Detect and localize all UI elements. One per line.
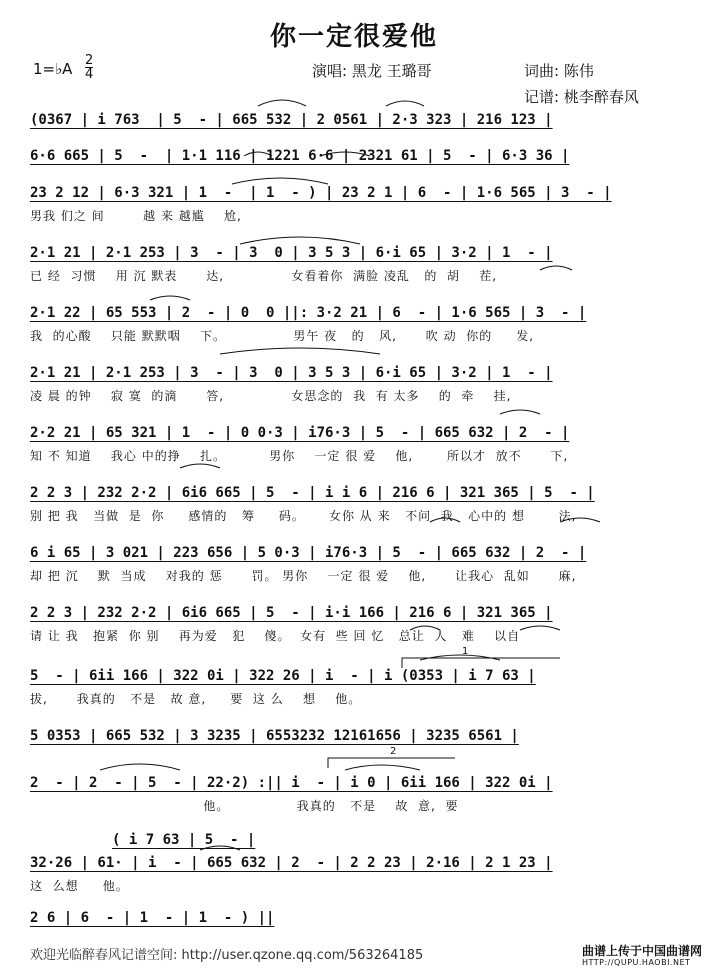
slur xyxy=(520,626,560,630)
upload-site: HTTP://QUPU.HAOBI.NET xyxy=(582,958,691,967)
notation-line: 5 - | 6ii 166 | 322 0i | 322 26 | i - | i (0353 | i 7 63 | xyxy=(30,668,536,684)
slur xyxy=(540,266,572,270)
volta-2-label: 2 xyxy=(390,746,397,757)
composer-credit: 词曲: 陈伟 xyxy=(524,62,594,80)
volta-2-bracket xyxy=(328,758,455,768)
slur xyxy=(232,178,328,184)
notation-line: 2 2 3 | 232 2·2 | 6i6 665 | 5 - | i·i 166 | 216 6 | 321 365 | xyxy=(30,605,553,621)
slur xyxy=(410,626,440,630)
lyric-line: 却 把 沉 默 当成 对我的 惩 罚。 男你 一定 很 爱 他, 让我心 乱如 麻, xyxy=(30,569,577,583)
notation-line: 5 0353 | 665 532 | 3 3235 | 6553232 12161656 | 3235 6561 | xyxy=(30,728,519,744)
notation-line: 6 i 65 | 3 021 | 223 656 | 5 0·3 | i76·3 | 5 - | 665 632 | 2 - | xyxy=(30,545,587,561)
slur xyxy=(100,764,180,770)
notation-line: 23 2 12 | 6·3 321 | 1 - | 1 - ) | 23 2 1 | 6 - | 1·6 565 | 3 - | xyxy=(30,185,612,201)
notation-line: (0367 | i 763 | 5 - | 665 532 | 2 0561 | 2·3 323 | 216 123 | xyxy=(30,112,553,128)
lyric-line: 请 让 我 抱紧 你 别 再为爱 犯 傻。 女有 些 回 忆 总让 人 难 以自 xyxy=(30,629,521,643)
slur xyxy=(220,348,380,354)
slur xyxy=(240,237,360,244)
lyric-line: 已 经 习惯 用 沉 默表 达, 女看着你 满脸 凌乱 的 胡 茬, xyxy=(30,269,498,283)
slur xyxy=(430,518,460,522)
slur xyxy=(180,464,220,468)
meter-bottom: 4 xyxy=(85,67,94,82)
slur xyxy=(500,410,540,414)
singers-credit: 演唱: 黑龙 王璐哥 xyxy=(312,62,432,80)
lyric-line: 我 的心酸 只能 默默咽 下。 男午 夜 的 风, 吹 动 你的 发, xyxy=(30,329,535,343)
lyric-line: 男我 们之 间 越 来 越尴 尬, xyxy=(30,209,242,223)
slur xyxy=(386,101,424,106)
notation-line: 2·1 21 | 2·1 253 | 3 - | 3 0 | 3 5 3 | 6·i 65 | 3·2 | 1 - | xyxy=(30,365,553,381)
lyric-line: 凌 晨 的钟 寂 寞 的滴 答, 女思念的 我 有 太多 的 牵 挂, xyxy=(30,389,512,403)
notation-line: 6·6 665 | 5 - | 1·1 116 | 1221 6·6 | 2321 61 | 5 - | 6·3 36 | xyxy=(30,148,570,164)
notation-line: 2 6 | 6 - | 1 - | 1 - ) || xyxy=(30,910,275,926)
upload-note: 曲谱上传于中国曲谱网 xyxy=(582,944,703,958)
notation-line: 2·2 21 | 65 321 | 1 - | 0 0·3 | i76·3 | 5 - | 665 632 | 2 - | xyxy=(30,425,570,441)
notation-line: 2·1 21 | 2·1 253 | 3 - | 3 0 | 3 5 3 | 6·i 65 | 3·2 | 1 - | xyxy=(30,245,553,261)
volta-1-label: 1 xyxy=(462,646,469,657)
song-title: 你一定很爱他 xyxy=(269,22,438,52)
lyric-line: 拔, 我真的 不是 故 意, 要 这 么 想 他。 xyxy=(30,692,362,706)
slur xyxy=(258,100,306,106)
ossia-line: ( i 7 63 | 5 - | xyxy=(112,832,256,848)
slur xyxy=(244,152,272,156)
slur xyxy=(320,152,370,156)
key-signature: 1=♭A xyxy=(33,60,73,78)
lyric-line: 知 不 知道 我心 中的挣 扎。 男你 一定 很 爱 他, 所以才 放不 下, xyxy=(30,449,569,463)
lyric-line: 他。 我真的 不是 故 意, 要 xyxy=(30,799,459,813)
lyric-line: 这 么想 他。 xyxy=(30,879,129,893)
slur xyxy=(560,518,600,522)
slur xyxy=(150,296,190,300)
footer-text: 欢迎光临醉春风记谱空间: http://user.qzone.qq.com/563264185 xyxy=(30,948,424,963)
volta-brackets xyxy=(328,658,560,768)
slur xyxy=(200,846,240,850)
slur xyxy=(345,765,420,770)
lyric-line: 别 把 我 当做 是 你 感情的 筹 码。 女你 从 来 不问 我 心中的 想 法, xyxy=(30,509,577,523)
recorder-credit: 记谱: 桃李醉春风 xyxy=(524,88,639,106)
meter-top: 2 xyxy=(85,53,94,68)
volta-1-bracket xyxy=(402,658,560,668)
notation-line: 2 2 3 | 232 2·2 | 6i6 665 | 5 - | i i 6 | 216 6 | 321 365 | 5 - | xyxy=(30,485,595,501)
notation-line: 2 - | 2 - | 5 - | 22·2) :|| i - | i 0 | 6ii 166 | 322 0i | xyxy=(30,775,553,791)
notation-line: 32·26 | 61· | i - | 665 632 | 2 - | 2 2 23 | 2·16 | 2 1 23 | xyxy=(30,855,553,871)
notation-line: 2·1 22 | 65 553 | 2 - | 0 0 ||: 3·2 21 | 6 - | 1·6 565 | 3 - | xyxy=(30,305,587,321)
